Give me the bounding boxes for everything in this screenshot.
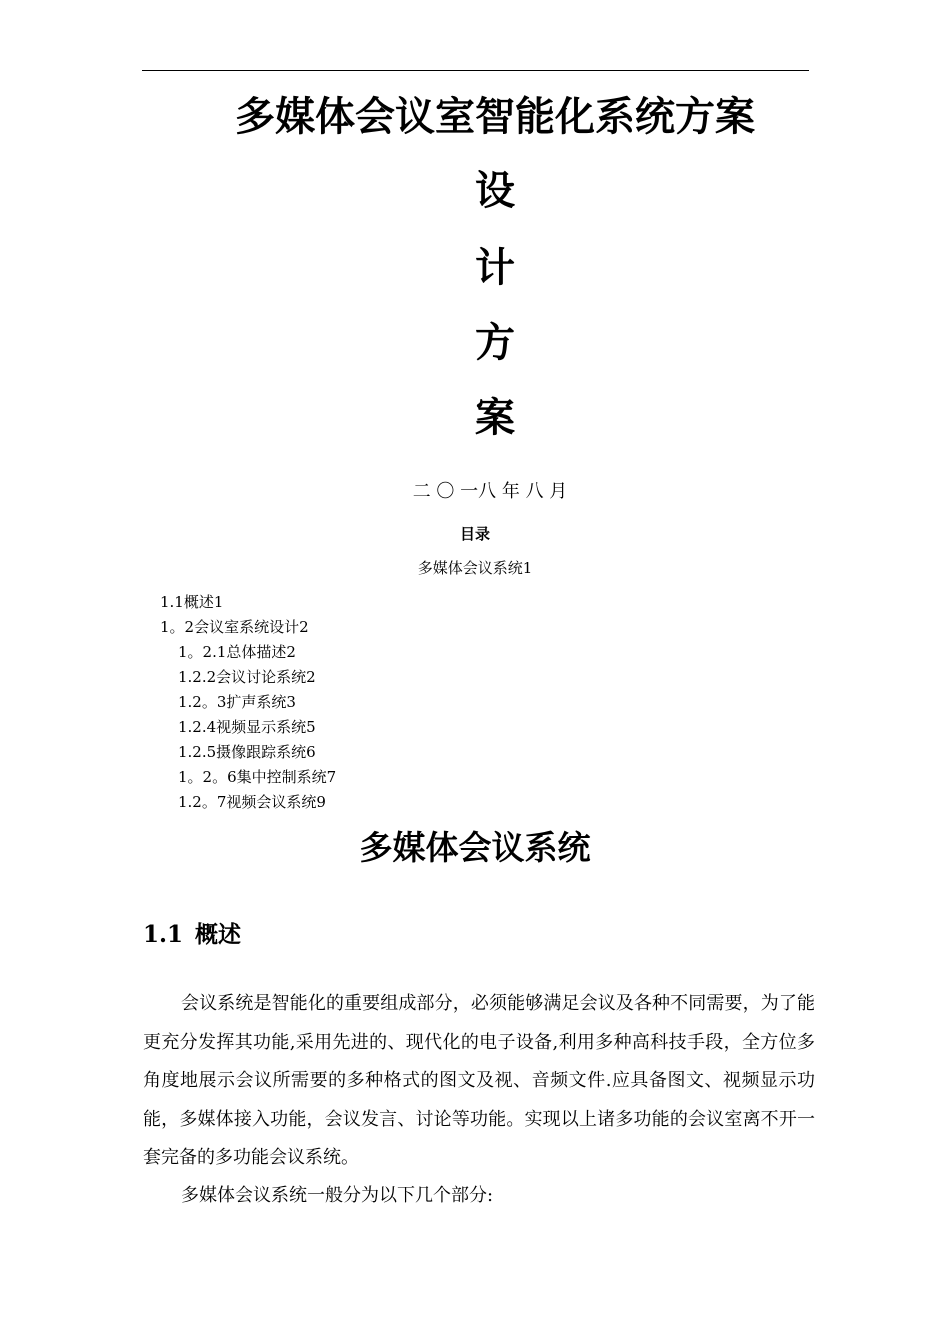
toc-entry: 1.2。3扩声系统3	[178, 693, 296, 711]
toc-entry: 1。2。6集中控制系统7	[178, 768, 337, 786]
toc-entry: 1.2.4视频显示系统5	[178, 718, 316, 736]
toc-entry: 1.1概述1	[160, 593, 224, 611]
subsection-heading	[143, 917, 241, 953]
document-title: 多媒体会议室智能化系统方案	[235, 94, 755, 140]
vertical-title-char-2: 计	[475, 245, 515, 291]
toc-top-entry: 多媒体会议系统1	[417, 559, 533, 577]
subsection-number: 1.1	[143, 921, 184, 948]
document-date: 二 〇 一八 年 八 月	[412, 481, 568, 502]
toc-heading: 目录	[459, 525, 490, 543]
toc-entry: 1.2.2会议讨论系统2	[178, 668, 316, 686]
toc-entry: 1.2.5摄像跟踪系统6	[178, 743, 316, 761]
vertical-title-char-1: 设	[475, 168, 515, 214]
toc-entry: 1。2会议室系统设计2	[160, 618, 309, 636]
header-rule	[142, 70, 809, 71]
vertical-title-char-4: 案	[475, 395, 515, 441]
toc-entry: 1。2.1总体描述2	[178, 643, 296, 661]
vertical-title-char-3: 方	[475, 320, 515, 366]
body-paragraph: 会议系统是智能化的重要组成部分，必须能够满足会议及各种不同需要，为了能更充分发挥其功能,采用先进的、现代化的电子设备,利用多种高科技手段，全方位多角度地展示会议所需要的多种格式的图文及视、音频文件.应具备图文、视频显示功能，多媒体接入功能，会议发言、讨论等功能。实现以上诸多功能的会议室离不开一套完备的多功能会议系统。	[143, 993, 815, 1168]
body-paragraph: 多媒体会议系统一般分为以下几个部分:	[181, 1185, 494, 1206]
subsection-title: 概述	[195, 922, 242, 948]
section-title: 多媒体会议系统	[359, 828, 591, 867]
toc-entry: 1.2。7视频会议系统9	[178, 793, 326, 811]
